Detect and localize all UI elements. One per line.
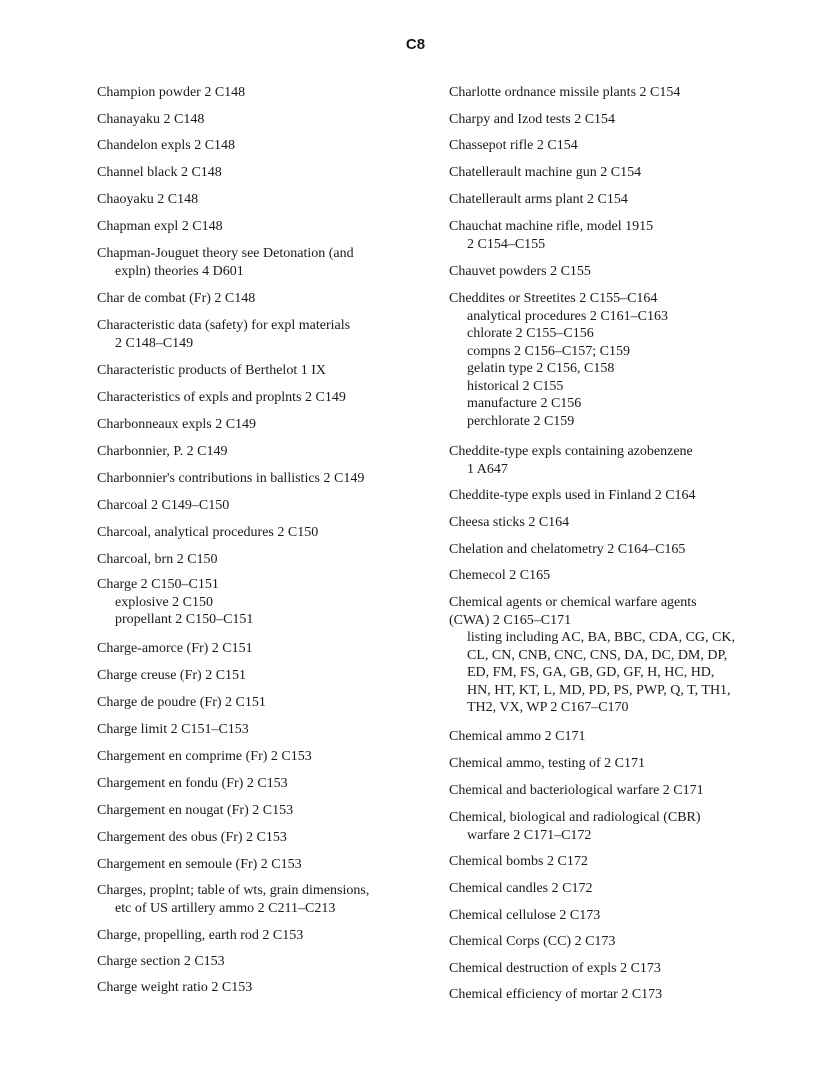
index-entry: Cheddite-type expls used in Finland 2 C164	[449, 488, 696, 503]
index-entry: Chemical bombs 2 C172	[449, 854, 588, 869]
index-entry: Charbonnier's contributions in ballistics 2 C149	[97, 471, 365, 486]
index-entry: Charcoal 2 C149–C150	[97, 498, 230, 513]
index-entry: Charge-amorce (Fr) 2 C151	[97, 641, 253, 656]
index-entry: Chauchat machine rifle, model 1915 2 C154–C155	[449, 219, 654, 252]
index-entry: Cheddite-type expls containing azobenzene 1 A647	[449, 444, 693, 477]
index-entry: Chemical destruction of expls 2 C173	[449, 961, 661, 976]
index-entry: Charges, proplnt; table of wts, grain dimensions, etc of US artillery ammo 2 C211–C213	[97, 883, 370, 916]
index-entry: Chatellerault arms plant 2 C154	[449, 192, 628, 207]
index-entry: Chemical agents or chemical warfare agents (CWA) 2 C165–C171 listing including AC, BA, BBC, CDA, CG, CK, CL, CN, CNB, CNC, CNS, DA, DC, DM, DP, ED, FM, FS, GA, GB, GD, GF, H, HC, HD, HN, HT, KT, L, MD, PD, PS, PWP, Q, T, TH1, TH2, VX, WP 2 C167–C170	[449, 595, 735, 715]
index-entry: Chemical, biological and radiological (CBR) warfare 2 C171–C172	[449, 810, 701, 843]
index-entry: Cheddites or Streetites 2 C155–C164 analytical procedures 2 C161–C163 chlorate 2 C155–C156 compns 2 C156–C157; C159 gelatin type 2 C156, C158 historical 2 C155 manufacture 2 C156 perchlorate 2 C159	[449, 291, 669, 429]
index-entry: Charge creuse (Fr) 2 C151	[97, 668, 247, 683]
index-entry: Characteristic products of Berthelot 1 IX	[97, 363, 326, 378]
index-entry: Charge limit 2 C151–C153	[97, 722, 249, 737]
index-entry: Chemical and bacteriological warfare 2 C171	[449, 783, 704, 798]
index-entry: Cheesa sticks 2 C164	[449, 515, 570, 530]
index-entry: Charcoal, brn 2 C150	[97, 552, 218, 567]
index-entry: Charlotte ordnance missile plants 2 C154	[449, 85, 681, 100]
index-entry: Charpy and Izod tests 2 C154	[449, 112, 616, 127]
index-entry: Champion powder 2 C148	[97, 85, 246, 100]
index-entry: Charbonnier, P. 2 C149	[97, 444, 228, 459]
index-entry: Characteristics of expls and proplnts 2 C149	[97, 390, 346, 405]
index-entry: Chanayaku 2 C148	[97, 112, 205, 127]
page-number: C8	[405, 36, 426, 53]
index-entry: Chemical efficiency of mortar 2 C173	[449, 987, 663, 1002]
index-entry: Channel black 2 C148	[97, 165, 222, 180]
index-entry: Charge section 2 C153	[97, 954, 225, 969]
index-entry: Charcoal, analytical procedures 2 C150	[97, 525, 319, 540]
index-entry: Chapman-Jouguet theory see Detonation (and expln) theories 4 D601	[97, 246, 354, 279]
index-entry: Chemical Corps (CC) 2 C173	[449, 934, 616, 949]
index-entry: Chargement en comprime (Fr) 2 C153	[97, 749, 312, 764]
index-entry: Chemical ammo 2 C171	[449, 729, 586, 744]
index-entry: Chemical cellulose 2 C173	[449, 908, 601, 923]
index-entry: Chargement en nougat (Fr) 2 C153	[97, 803, 294, 818]
index-entry: Chargement en semoule (Fr) 2 C153	[97, 857, 302, 872]
index-entry: Charbonneaux expls 2 C149	[97, 417, 257, 432]
index-entry: Chemical candles 2 C172	[449, 881, 593, 896]
index-entry: Charge weight ratio 2 C153	[97, 980, 253, 995]
index-entry: Chargement en fondu (Fr) 2 C153	[97, 776, 288, 791]
index-entry: Characteristic data (safety) for expl materials 2 C148–C149	[97, 318, 351, 351]
index-entry: Chemecol 2 C165	[449, 568, 551, 583]
index-entry: Charge, propelling, earth rod 2 C153	[97, 928, 304, 943]
index-entry: Chassepot rifle 2 C154	[449, 138, 578, 153]
index-entry: Chaoyaku 2 C148	[97, 192, 199, 207]
index-entry: Chargement des obus (Fr) 2 C153	[97, 830, 287, 845]
index-entry: Chelation and chelatometry 2 C164–C165	[449, 542, 686, 557]
index-entry: Chatellerault machine gun 2 C154	[449, 165, 642, 180]
index-entry: Chemical ammo, testing of 2 C171	[449, 756, 645, 771]
index-entry: Chapman expl 2 C148	[97, 219, 223, 234]
index-entry: Charge 2 C150–C151 explosive 2 C150 propellant 2 C150–C151	[97, 577, 254, 627]
index-entry: Chauvet powders 2 C155	[449, 264, 591, 279]
index-entry: Char de combat (Fr) 2 C148	[97, 291, 256, 306]
index-entry: Chandelon expls 2 C148	[97, 138, 236, 153]
index-entry: Charge de poudre (Fr) 2 C151	[97, 695, 266, 710]
